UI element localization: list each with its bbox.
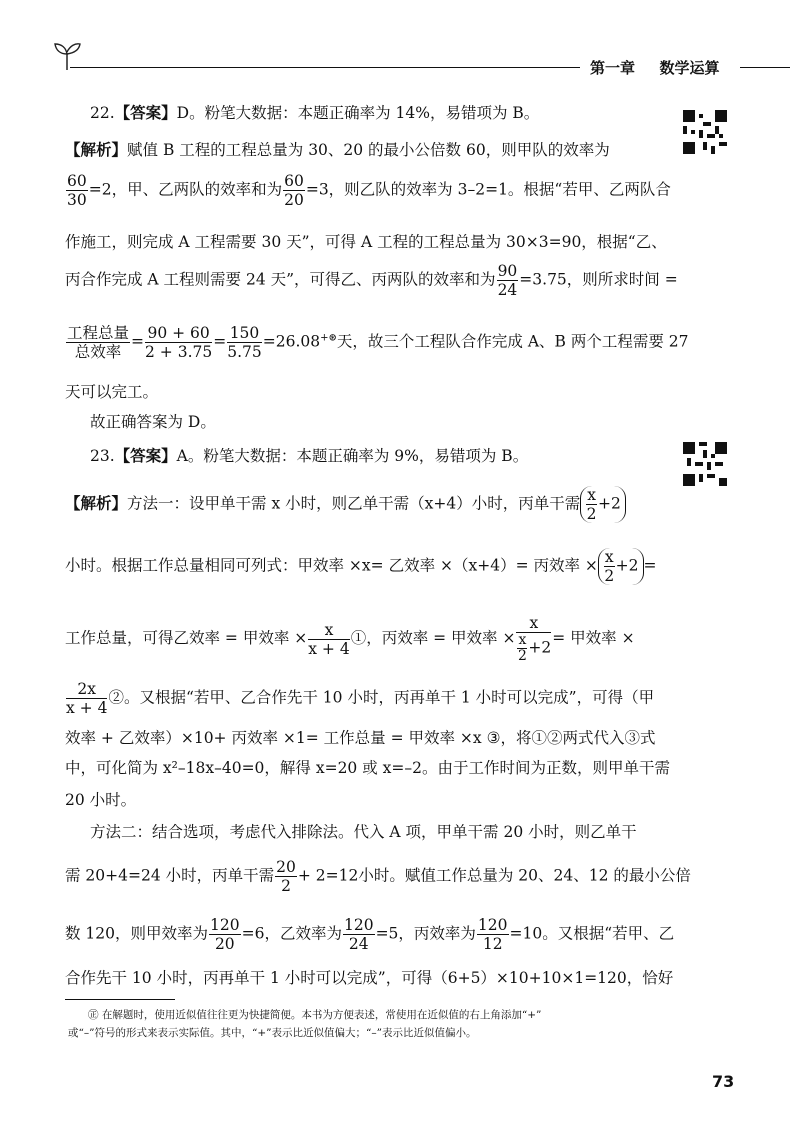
- fraction: [275, 858, 297, 895]
- numerator: 120: [210, 916, 240, 934]
- q23-text: =10。又根据“若甲、乙: [509, 924, 675, 943]
- numerator: 60: [284, 172, 304, 190]
- qr-code-icon: [683, 110, 727, 154]
- page-number: 73: [712, 1072, 735, 1091]
- denominator: 20: [284, 191, 304, 209]
- denominator: [516, 633, 551, 664]
- denominator: x + 4: [308, 639, 350, 658]
- numerator: 90: [497, 262, 518, 280]
- denominator: 2: [604, 567, 615, 585]
- q22-text: =3.75，则所求时间 =: [519, 270, 678, 289]
- numerator: 2x: [66, 680, 107, 699]
- q23-answer-text: A。粉笔大数据：本题正确率为 9%，易错项为 B。: [176, 447, 529, 465]
- fraction: [145, 324, 212, 361]
- q23-line-5: [65, 728, 655, 748]
- q23-number: 23.: [90, 447, 115, 465]
- denominator: 24: [348, 935, 369, 953]
- q23-text: = 甲效率 ×: [552, 629, 635, 647]
- q22-line-5: [65, 324, 688, 361]
- numerator: 120: [343, 916, 374, 934]
- q23-method2-line-2: [65, 858, 691, 895]
- q22-conclusion: [90, 412, 216, 432]
- q22-line-4: [65, 262, 678, 299]
- q23-jiexi-label: 【解析】: [65, 494, 128, 513]
- q22-text: 故正确答案为 D。: [90, 413, 216, 431]
- header-chapter: [590, 57, 720, 78]
- denominator: 30: [67, 191, 87, 209]
- q23-answer-line: [90, 446, 528, 466]
- q23-text: 工作总量，可得乙效率 = 甲效率 ×: [65, 629, 308, 647]
- q23-text: 方法二：结合选项，考虑代入排除法。代入 A 项，甲单干需 20 小时，则乙单干: [90, 823, 637, 841]
- q23-text: =6，乙效率为: [241, 924, 342, 943]
- fraction: [66, 172, 88, 209]
- denominator: 2 + 3.75: [145, 343, 213, 361]
- fraction: [283, 172, 305, 209]
- denominator: 20: [214, 935, 235, 953]
- numerator: x: [587, 486, 596, 504]
- q23-text: =5，丙效率为: [375, 924, 476, 943]
- numerator: 20: [276, 858, 296, 876]
- numerator: x: [518, 632, 527, 648]
- q22-jiexi-line: [65, 140, 610, 160]
- chapter-label: 第一章: [590, 59, 636, 77]
- fraction: [66, 324, 130, 361]
- q23-text: 方法一：设甲单干需 x 小时，则乙单干需（x+4）小时，丙单干需: [127, 494, 581, 513]
- expr-tail: +2: [597, 494, 621, 513]
- q23-line-7: [65, 790, 136, 810]
- header-rule-right: [740, 67, 790, 68]
- denominator: 12: [482, 935, 503, 953]
- q23-line-1: [65, 486, 626, 523]
- q22-answer-line: [90, 103, 539, 123]
- qr-code-icon: [683, 442, 727, 486]
- denominator: 总效率: [74, 343, 122, 361]
- header-rule-left: [70, 67, 580, 68]
- q22-line-6: [65, 382, 158, 402]
- q22-text: =26.08: [262, 332, 321, 351]
- q22-text: 作施工，则完成 A 工程需要 30 天”，可得 A 工程的工程总量为 30×3=90，根据“乙、: [65, 233, 667, 251]
- numerator: 60: [67, 172, 87, 190]
- numerator: 120: [477, 916, 508, 934]
- fraction: [517, 633, 527, 664]
- fraction: [604, 548, 615, 585]
- q23-answer-label: 【答案】: [114, 447, 177, 465]
- q23-text: 数 120，则甲效率为: [65, 924, 209, 943]
- denominator: 2: [281, 877, 291, 895]
- q23-text: 合作先干 10 小时，丙再单干 1 小时可以完成”，可得（6+5）×10+10×1=120，恰好: [65, 969, 674, 987]
- fraction: [227, 324, 262, 361]
- numerator: x: [516, 614, 551, 633]
- q22-answer-label: 【答案】: [114, 104, 177, 122]
- q22-text: =2，甲、乙两队的效率和为: [88, 180, 283, 199]
- q23-text: + 2=12小时。赋值工作总量为 20、24、12 的最小公倍: [297, 866, 691, 885]
- footnote-marker: +⊛: [320, 332, 337, 344]
- footnote-line-1: ㊣ 在解题时，使用近似值往往更为快捷简便。本书为方便表述，常使用在近似值的右上角添加“+”: [88, 1009, 542, 1021]
- numerator: 150: [227, 324, 262, 343]
- q23-text: 20 小时。: [65, 791, 137, 809]
- q22-text: 丙合作完成 A 工程则需要 24 天”，可得乙、丙两队的效率和为: [65, 270, 496, 289]
- footnote: [68, 1006, 541, 1042]
- q23-line-2: [65, 548, 657, 585]
- footnote-line-2: 或“–”符号的形式来表示实际值。其中，“+”表示比近似值偏大；“–”表示比近似值偏小。: [68, 1027, 477, 1039]
- q22-text: =: [131, 332, 145, 351]
- q23-line-6: [65, 758, 670, 778]
- q23-text: 效率 + 乙效率）×10+ 丙效率 ×1= 工作总量 = 甲效率 ×x ③，将①②两式代入③式: [65, 729, 656, 747]
- parenthesized-expr: [598, 548, 644, 585]
- fraction: [586, 486, 597, 523]
- fraction: [308, 621, 349, 658]
- fraction: [497, 262, 519, 299]
- numerator: 90 + 60: [145, 324, 212, 343]
- q23-text: 需 20+4=24 小时，丙单干需: [65, 866, 275, 885]
- denominator: 24: [497, 281, 518, 299]
- parenthesized-expr: [580, 486, 626, 523]
- q23-line-4: [65, 680, 654, 717]
- q22-text: =3，则乙队的效率为 3–2=1。根据“若甲、乙两队合: [305, 180, 671, 199]
- footnote-rule: [65, 999, 175, 1000]
- q23-text: =: [643, 556, 657, 575]
- denominator: 2: [586, 505, 597, 523]
- q23-method2-line-1: [90, 822, 637, 842]
- q22-text: =: [213, 332, 227, 351]
- q23-text: ①，丙效率 = 甲效率 ×: [350, 629, 516, 647]
- q22-text: 天，故三个工程队合作完成 A、B 两个工程需要 27: [336, 332, 689, 351]
- fraction: [343, 916, 375, 953]
- denominator: x + 4: [66, 699, 108, 717]
- fraction: [516, 614, 551, 664]
- expr-tail: +2: [528, 638, 552, 657]
- q23-text: ②。又根据“若甲、乙合作先干 10 小时，丙再单干 1 小时可以完成”，可得（甲: [108, 688, 655, 707]
- numerator: 工程总量: [67, 324, 130, 342]
- q23-text: 小时。根据工作总量相同可列式：甲效率 ×x= 乙效率 ×（x+4）= 丙效率 ×: [65, 556, 598, 575]
- numerator: x: [604, 548, 614, 566]
- q22-text: 天可以完工。: [65, 383, 159, 401]
- denominator: 2: [517, 648, 527, 664]
- q22-number: 22.: [90, 104, 115, 122]
- fraction: [209, 916, 241, 953]
- q22-answer-text: D。粉笔大数据：本题正确率为 14%，易错项为 B。: [176, 104, 540, 122]
- q23-method2-line-3: [65, 916, 674, 953]
- q22-line-2: [65, 172, 671, 209]
- q22-line-3: [65, 232, 667, 252]
- numerator: x: [308, 621, 349, 640]
- chapter-title: 数学运算: [659, 59, 720, 77]
- q22-jiexi-label: 【解析】: [65, 141, 128, 159]
- q22-text: 赋值 B 工程的工程总量为 30、20 的最小公倍数 60，则甲队的效率为: [127, 141, 610, 159]
- q23-line-3: [65, 614, 635, 664]
- fraction: [477, 916, 509, 953]
- denominator: 5.75: [227, 343, 262, 361]
- q23-method2-line-4: [65, 968, 673, 988]
- q23-text: 中，可化简为 x²–18x–40=0，解得 x=20 或 x=–2。由于工作时间为正数，则甲单干需: [65, 759, 670, 777]
- expr-tail: +2: [615, 556, 639, 575]
- fraction: [66, 680, 107, 717]
